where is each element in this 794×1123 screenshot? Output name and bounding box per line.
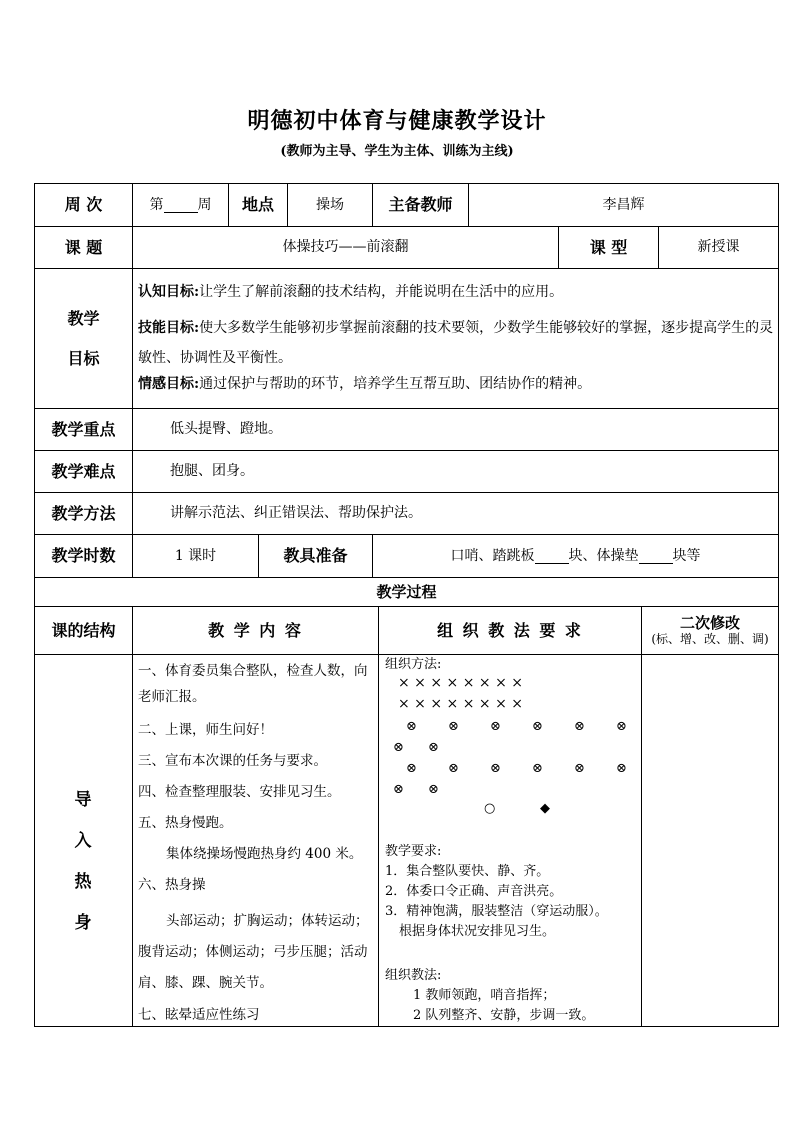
- circle-mark: ⊗: [406, 719, 417, 734]
- cognitive-goal-text: 让学生了解前滚翻的技术结构，并能说明在生活中的应用。: [199, 284, 564, 300]
- method-item: 2 队列整齐、安静，步调一致。: [413, 1008, 595, 1023]
- circle-mark: ⊗: [393, 782, 404, 797]
- duration-value: 1 课时: [174, 547, 217, 564]
- content-item-9: 七、眩晕适应性练习: [138, 1007, 260, 1023]
- equipment-part1: 口哨、踏跳板: [450, 547, 535, 564]
- col-structure: 课的结构: [51, 620, 116, 640]
- content-item-3: 三、宣布本次课的任务与要求。: [138, 753, 327, 769]
- circle-mark: ⊗: [532, 719, 543, 734]
- difficulty-label: 教学难点: [51, 461, 116, 481]
- week-label: 周 次: [64, 195, 103, 215]
- content-item-1: 一、体育委员集合整队，检查人数，向老师汇报。: [138, 663, 368, 705]
- equipment-blank-1: [535, 549, 569, 564]
- circle-mark: ⊗: [406, 761, 417, 776]
- methods-title: 组织教法:: [385, 968, 442, 983]
- emotion-goal-text: 通过保护与帮助的环节，培养学生互帮互助、团结协作的精神。: [199, 376, 592, 392]
- skill-goal: [138, 313, 778, 373]
- place-value: 操场: [316, 196, 344, 213]
- col-organization: 组 织 教 法 要 求: [437, 620, 583, 640]
- equipment-label: 教具准备: [283, 546, 348, 566]
- equipment-blank-2: [639, 549, 673, 564]
- cognitive-goal: [138, 282, 778, 302]
- key-point-label: 教学重点: [51, 419, 116, 439]
- process-title: 教学过程: [376, 583, 437, 601]
- circle-mark: ⊗: [616, 761, 627, 776]
- warmup-char-1: 导: [74, 790, 92, 810]
- org-method-title: 组织方法:: [385, 657, 442, 672]
- topic-value: 体操技巧——前滚翻: [282, 239, 409, 256]
- col-revision: [642, 607, 778, 654]
- warmup-char-4: 身: [74, 913, 92, 933]
- equipment-part3: 块等: [672, 547, 701, 564]
- requirement-item: 根据身体状况安排见习生。: [399, 924, 556, 939]
- circle-mark: ⊗: [532, 761, 543, 776]
- emotion-goal: [138, 374, 778, 394]
- week-value: [133, 184, 228, 226]
- objectives-label-line1: 教学: [67, 308, 100, 328]
- requirement-item: 2．体委口令正确、声音洪亮。: [385, 884, 563, 899]
- circle-mark: ⊗: [574, 719, 585, 734]
- teacher-value: 李昌辉: [602, 196, 645, 213]
- teaching-requirements: [385, 842, 640, 942]
- page-subtitle: (教师为主导、学生为主体、训练为主线): [280, 144, 514, 159]
- col-revision-line1: 二次修改: [679, 614, 740, 633]
- objectives-label-line2: 目标: [67, 348, 100, 368]
- skill-goal-title: 技能目标:: [138, 320, 200, 336]
- circle-mark: ⊗: [428, 740, 439, 755]
- objectives-label: [35, 269, 132, 408]
- teacher-label: 主备教师: [388, 195, 453, 215]
- requirement-item: 1．集合整队要快、静、齐。: [385, 864, 550, 879]
- circle-mark: ⊗: [574, 761, 585, 776]
- requirement-item: 3．精神饱满，服装整洁（穿运动服）。: [385, 904, 608, 919]
- week-suffix: 周: [197, 196, 212, 213]
- circle-mark: ⊗: [393, 740, 404, 755]
- method-value: 讲解示范法、纠正错误法、帮助保护法。: [170, 505, 422, 522]
- emotion-goal-title: 情感目标:: [138, 376, 200, 392]
- content-item-4: 四、检查整理服装、安排见习生。: [138, 784, 341, 800]
- week-prefix: 第: [149, 196, 164, 213]
- circle-mark: ⊗: [448, 761, 459, 776]
- content-item-6: 集体绕操场慢跑热身约 400 米。: [166, 846, 363, 862]
- content-item-2: 二、上课，师生问好！: [138, 722, 273, 738]
- type-value: 新授课: [697, 239, 740, 256]
- requirements-title: 教学要求:: [385, 844, 442, 859]
- warmup-content: [138, 658, 378, 1036]
- warmup-char-3: 热: [74, 872, 92, 892]
- circle-mark: ⊗: [490, 719, 501, 734]
- circle-mark: ⊗: [428, 782, 439, 797]
- place-label: 地点: [241, 195, 274, 215]
- circle-mark: ⊗: [616, 719, 627, 734]
- warmup-section-label: [36, 785, 130, 949]
- content-item-7: 六、热身操: [138, 877, 206, 893]
- week-blank: [164, 198, 198, 213]
- formation-row-1: × × × × × × × ×: [398, 675, 523, 691]
- method-label: 教学方法: [51, 503, 116, 523]
- circle-mark: ⊗: [490, 761, 501, 776]
- content-item-8: 头部运动；扩胸运动；体转运动；腹背运动；体侧运动；弓步压腿；活动肩、膝、踝、腕关节。: [138, 913, 369, 991]
- circle-mark: ⊗: [448, 719, 459, 734]
- method-item: 1 教师领跑，哨音指挥；: [413, 988, 556, 1003]
- topic-label: 课 题: [64, 237, 103, 257]
- key-point-value: 低头提臀、蹬地。: [170, 421, 282, 438]
- page-title: 明德初中体育与健康教学设计: [247, 108, 547, 134]
- equipment-value: [373, 535, 778, 577]
- teacher-mark: ○: [484, 801, 496, 816]
- col-content: 教 学 内 容: [208, 620, 303, 640]
- skill-goal-text: 使大多数学生能够初步掌握前滚翻的技术要领，少数学生能够较好的掌握，逐步提高学生的灵敏性、协调性及平衡性。: [138, 320, 774, 366]
- content-item-5: 五、热身慢跑。: [138, 815, 233, 831]
- cognitive-goal-title: 认知目标:: [138, 284, 200, 300]
- col-revision-line2: (标、增、改、删、调): [651, 632, 769, 647]
- type-label: 课 型: [589, 237, 628, 257]
- duration-label: 教学时数: [51, 546, 116, 566]
- leader-mark: ◆: [540, 801, 550, 816]
- formation-row-2: × × × × × × × ×: [398, 696, 523, 712]
- teaching-methods: [385, 966, 640, 1026]
- difficulty-value: 抱腿、团身。: [170, 463, 254, 480]
- warmup-char-2: 入: [74, 831, 92, 851]
- equipment-part2: 块、体操垫: [568, 547, 639, 564]
